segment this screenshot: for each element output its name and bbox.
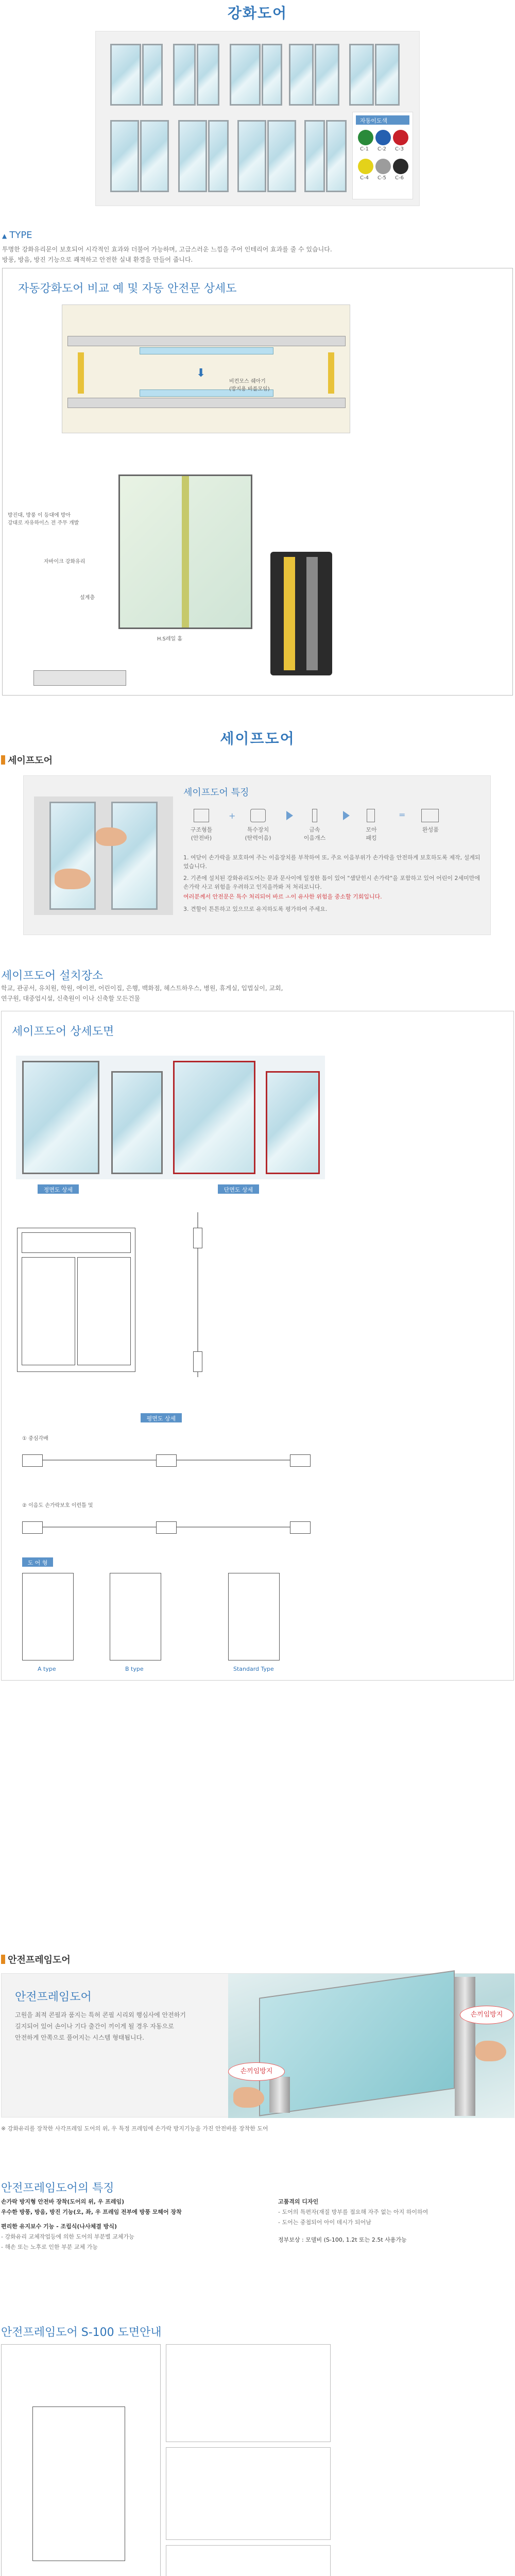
door-glass xyxy=(49,802,96,910)
frame-illustration xyxy=(228,1974,514,2118)
arrow-right-icon xyxy=(286,811,293,820)
safe-frame-feat-left xyxy=(1,2197,269,2252)
door-photo xyxy=(173,1061,255,1174)
swatch-c1-code: C-1 xyxy=(360,146,369,152)
yellow-strip xyxy=(284,557,295,670)
section-part xyxy=(193,1228,202,1248)
triangle-bullet-icon: ▲ xyxy=(2,232,7,240)
plan-part xyxy=(156,1454,177,1467)
feat-right-3: - 도어는 중첩되어 아이 데시가 되어남 xyxy=(278,2219,371,2226)
step-icon xyxy=(194,809,209,822)
install-desc-1: 학교, 관공서, 유치원, 학원, 에이전, 어린이집, 은행, 백화점, 헤스트하우스, 병원, 휴게실, 입법실이, 교회, xyxy=(1,985,283,992)
grey-strip xyxy=(306,557,318,670)
plan-part xyxy=(290,1454,311,1467)
feature-warning: 여러분께서 안전문은 특수 처리되어 바르 ㅗ이 유사한 위험을 중소할 기회입니다. xyxy=(183,893,382,900)
step-2: 특수장치 (탄력이음) xyxy=(245,826,271,841)
step-icon xyxy=(421,809,439,822)
step-4: 모아 패킹 xyxy=(366,826,377,841)
feat-left-1: 손가락 방지형 안전바 장착(도어의 위, 우 프레임) xyxy=(1,2198,125,2205)
feature-1: 1. 여닫이 손가락을 보호하여 주는 이음장치를 부착하여 또, 주요 이음부위가 손가락을 안전하게 보호하도록 제작, 설계되었습니다. xyxy=(183,854,480,870)
type-desc-1: 투명한 강화유리문이 보호되어 시각적인 효과와 더불어 가능하며, 고급스러운 느낌을 주어 인테리어 효과를 줄 수 있습니다. xyxy=(2,246,332,253)
safe-plan-box xyxy=(1,1011,514,1681)
feat-left-3: 편리한 유지보수 기능 - 조립식(나사체결 방식) xyxy=(1,2223,117,2230)
center-seal xyxy=(182,476,189,628)
auto-label-2: 방진대, 방풍 이 등대에 방아 강대로 자유하이스 전 주무 개발 xyxy=(8,513,79,526)
plan-part xyxy=(22,1454,43,1467)
safe-door-photo xyxy=(34,796,173,915)
door-glass xyxy=(111,802,158,910)
safe-frame-feat-title: 안전프레임도어의 특징 xyxy=(1,2182,114,2195)
sill-rail xyxy=(67,398,346,408)
swatch-c6 xyxy=(393,159,408,174)
auto-door-title: 자동강화도어 비교 예 및 자동 안전문 상세도 xyxy=(18,282,237,295)
door-leaf xyxy=(77,1257,131,1365)
feat-right-4: 정부보상 : 모델비 (S-100, 1.2t 또는 2.5t 사용가능 xyxy=(278,2236,407,2243)
auto-door-detail-box xyxy=(2,268,513,696)
swatch-c1 xyxy=(358,130,373,145)
feat-right-2: - 도어의 특편자(재질 방부를 접요해 자주 없는 아지 하이하여 xyxy=(278,2209,428,2215)
door-photo xyxy=(22,1061,99,1174)
swatch-c2 xyxy=(375,130,391,145)
swatch-c5-code: C-5 xyxy=(377,175,386,181)
step-icon xyxy=(250,809,266,822)
type-desc-2: 방풍, 방음, 방진 기능으로 쾌적하고 안전한 실내 환경을 만들어 줍니다. xyxy=(2,256,193,263)
feature-2: 2. 기존에 설치된 강화유리도어는 문과 문사이에 일정한 틈이 있어 "샘닫힌시 손가락"을 포함하고 있어 어린이 2세미만에 손가락 사고 위험을 우려하고 인지을까봐 저 처리로니다. xyxy=(183,875,480,890)
safe-frame-panel xyxy=(1,1973,514,2117)
swatch-c4 xyxy=(358,159,373,174)
door-image xyxy=(140,120,169,192)
hand-image xyxy=(96,827,127,846)
type-heading: ▲ TYPE xyxy=(2,230,32,241)
arrow-right-icon xyxy=(343,811,350,820)
glass-section xyxy=(140,347,273,354)
door-image xyxy=(197,44,219,106)
step-icon xyxy=(367,809,375,822)
safe-frame-plan-title: 안전프레임도어 S-100 도면안내 xyxy=(1,2326,162,2339)
step-icon xyxy=(312,809,317,822)
door-image xyxy=(349,44,374,106)
color-chart xyxy=(352,112,413,199)
feat-left-4: - 강화유리 교체작업등에 의한 도어의 부분별 교체가능 xyxy=(1,2233,134,2240)
auto-door-drawing xyxy=(118,474,252,629)
safe-frame-desc-2: 길지되어 있어 손이나 기다 출간이 끼이게 될 경우 자동으로 xyxy=(15,2023,174,2030)
safe-frame-drawings xyxy=(1,2344,514,2576)
auto-label-1: 비컨모스 쉐아기 (방지용 바를모임) xyxy=(229,379,270,392)
step-1: 구조형틀 (안전바) xyxy=(190,826,213,841)
door-image xyxy=(208,120,229,192)
door-image xyxy=(110,44,141,106)
orange-bar-icon xyxy=(1,1955,5,1964)
door-type-std xyxy=(228,1573,280,1660)
section-part xyxy=(193,1351,202,1372)
plan-part xyxy=(22,1521,43,1534)
yellow-seal xyxy=(328,352,334,394)
frame-bar xyxy=(269,2077,290,2113)
section-profile xyxy=(33,670,126,686)
safe-frame-title: 안전프레임도어 xyxy=(15,1991,92,2004)
gap-right-callout: 손끼임방지 xyxy=(460,2006,513,2024)
tempered-door-gallery xyxy=(95,31,420,206)
plan-note-2: ② 이음도 손가락보호 이런틀 및 xyxy=(22,1503,93,1509)
door-image xyxy=(304,120,325,192)
door-image xyxy=(230,44,261,106)
profile-cutaway xyxy=(270,552,332,675)
feature-3: 3. 견할이 튼튼하고 있으므로 유지하도록 평가하여 주세요. xyxy=(183,906,328,912)
swatch-c6-code: C-6 xyxy=(395,175,404,181)
front-view-drawing xyxy=(17,1228,135,1372)
plan-part xyxy=(290,1521,311,1534)
feat-right-1: 고품격의 디자인 xyxy=(278,2198,319,2205)
door-image xyxy=(178,120,207,192)
plan-view-label: 평면도 상세 xyxy=(141,1413,182,1422)
door-image xyxy=(110,120,139,192)
drawing-panel xyxy=(166,2344,331,2442)
safe-door-label: 세이프도어 xyxy=(1,753,53,767)
safe-frame-feat-right xyxy=(278,2197,510,2245)
drawing-panel xyxy=(1,2344,161,2576)
drawing-panel xyxy=(166,2447,331,2540)
safe-door-photos xyxy=(16,1056,325,1179)
safe-feature-panel xyxy=(23,775,491,935)
transom xyxy=(22,1232,131,1253)
swatch-c3 xyxy=(393,130,408,145)
step-3: 금속 이음개스 xyxy=(303,826,326,841)
color-chart-heading: 자동이도색 xyxy=(356,115,409,125)
safe-feature-title: 세이프도어 특징 xyxy=(183,787,249,798)
door-photo xyxy=(266,1071,320,1174)
type-std-label: Standard Type xyxy=(233,1666,274,1672)
swatch-c4-code: C-4 xyxy=(360,175,369,181)
door-type-b xyxy=(110,1573,161,1660)
door-image xyxy=(237,120,266,192)
hand-image xyxy=(475,2041,506,2061)
type-a-label: A type xyxy=(38,1666,56,1672)
door-image xyxy=(142,44,163,106)
door-photo xyxy=(111,1071,163,1174)
door-image xyxy=(375,44,400,106)
type-b-label: B type xyxy=(125,1666,144,1672)
install-title: 세이프도어 설치장소 xyxy=(1,970,104,982)
safe-frame-desc-1: 고원을 최적 콘필과 품지는 특허 콘필 시리외 행심사에 안전하기 xyxy=(15,2011,186,2019)
door-top-detail xyxy=(62,304,350,433)
feature-steps xyxy=(183,806,482,847)
plus-icon: + xyxy=(229,811,236,821)
swatch-c2-code: C-2 xyxy=(377,146,386,152)
step-5: 완성품 xyxy=(422,826,439,833)
yellow-seal xyxy=(78,352,84,394)
plan-part xyxy=(156,1521,177,1534)
auto-label-4: 설계층 xyxy=(80,595,95,601)
door-image xyxy=(173,44,196,106)
safe-frame-desc-3: 안전하게 안쪽으로 풀어지는 시스템 형태됩니다. xyxy=(15,2034,144,2041)
header-rail xyxy=(67,336,346,346)
door-image xyxy=(289,44,314,106)
drawing-panel xyxy=(166,2545,331,2576)
door-types-label: 도 어 형 xyxy=(22,1557,53,1567)
door-image xyxy=(326,120,347,192)
equals-icon: = xyxy=(399,810,406,820)
plan-title: 세이프도어 상세도면 xyxy=(12,1025,114,1038)
safe-frame-label: 안전프레임도어 xyxy=(1,1953,71,1966)
section-title-tempered: 강화도어 xyxy=(227,5,288,22)
safe-frame-caption: ※ 강화유리를 장착한 사각프레임 도어의 위, 우 특정 프레임에 손가락 방지기능을 가진 안전바를 장착한 도어 xyxy=(1,2125,268,2132)
door-elevation xyxy=(32,2406,125,2561)
hand-image xyxy=(233,2087,264,2108)
feat-left-2: 우수한 방풍, 방음, 방진 기능(오, 좌, 우 프레임 전부에 방풍 모헤어 장착 xyxy=(1,2209,182,2215)
feat-left-5: - 해손 또는 노후로 인한 부분 교체 가능 xyxy=(1,2244,98,2250)
swatch-c3-code: C-3 xyxy=(395,146,404,152)
door-image xyxy=(262,44,282,106)
hand-image xyxy=(55,869,91,889)
door-type-a xyxy=(22,1573,74,1660)
frame-bar xyxy=(455,1977,475,2116)
door-leaf xyxy=(22,1257,75,1365)
swatch-c5 xyxy=(375,159,391,174)
section-view-label: 단면도 상세 xyxy=(218,1184,259,1194)
orange-bar-icon xyxy=(1,755,5,765)
auto-label-5: H.S레일 홈 xyxy=(157,636,183,642)
door-image xyxy=(315,44,339,106)
plan-note-1: ① 중심각배 xyxy=(22,1436,48,1442)
auto-label-3: 자바이크 강화유리 xyxy=(44,559,85,565)
door-image xyxy=(267,120,296,192)
gap-left-callout: 손끼임방지 xyxy=(228,2062,285,2081)
section-title-safe: 세이프도어 xyxy=(220,730,295,747)
front-view-label: 정면도 상세 xyxy=(38,1184,79,1194)
arrow-down-icon: ⬇ xyxy=(196,367,206,380)
install-desc-2: 연구원, 대중업시설, 신축원이 이나 신축할 모든건물 xyxy=(1,995,141,1002)
